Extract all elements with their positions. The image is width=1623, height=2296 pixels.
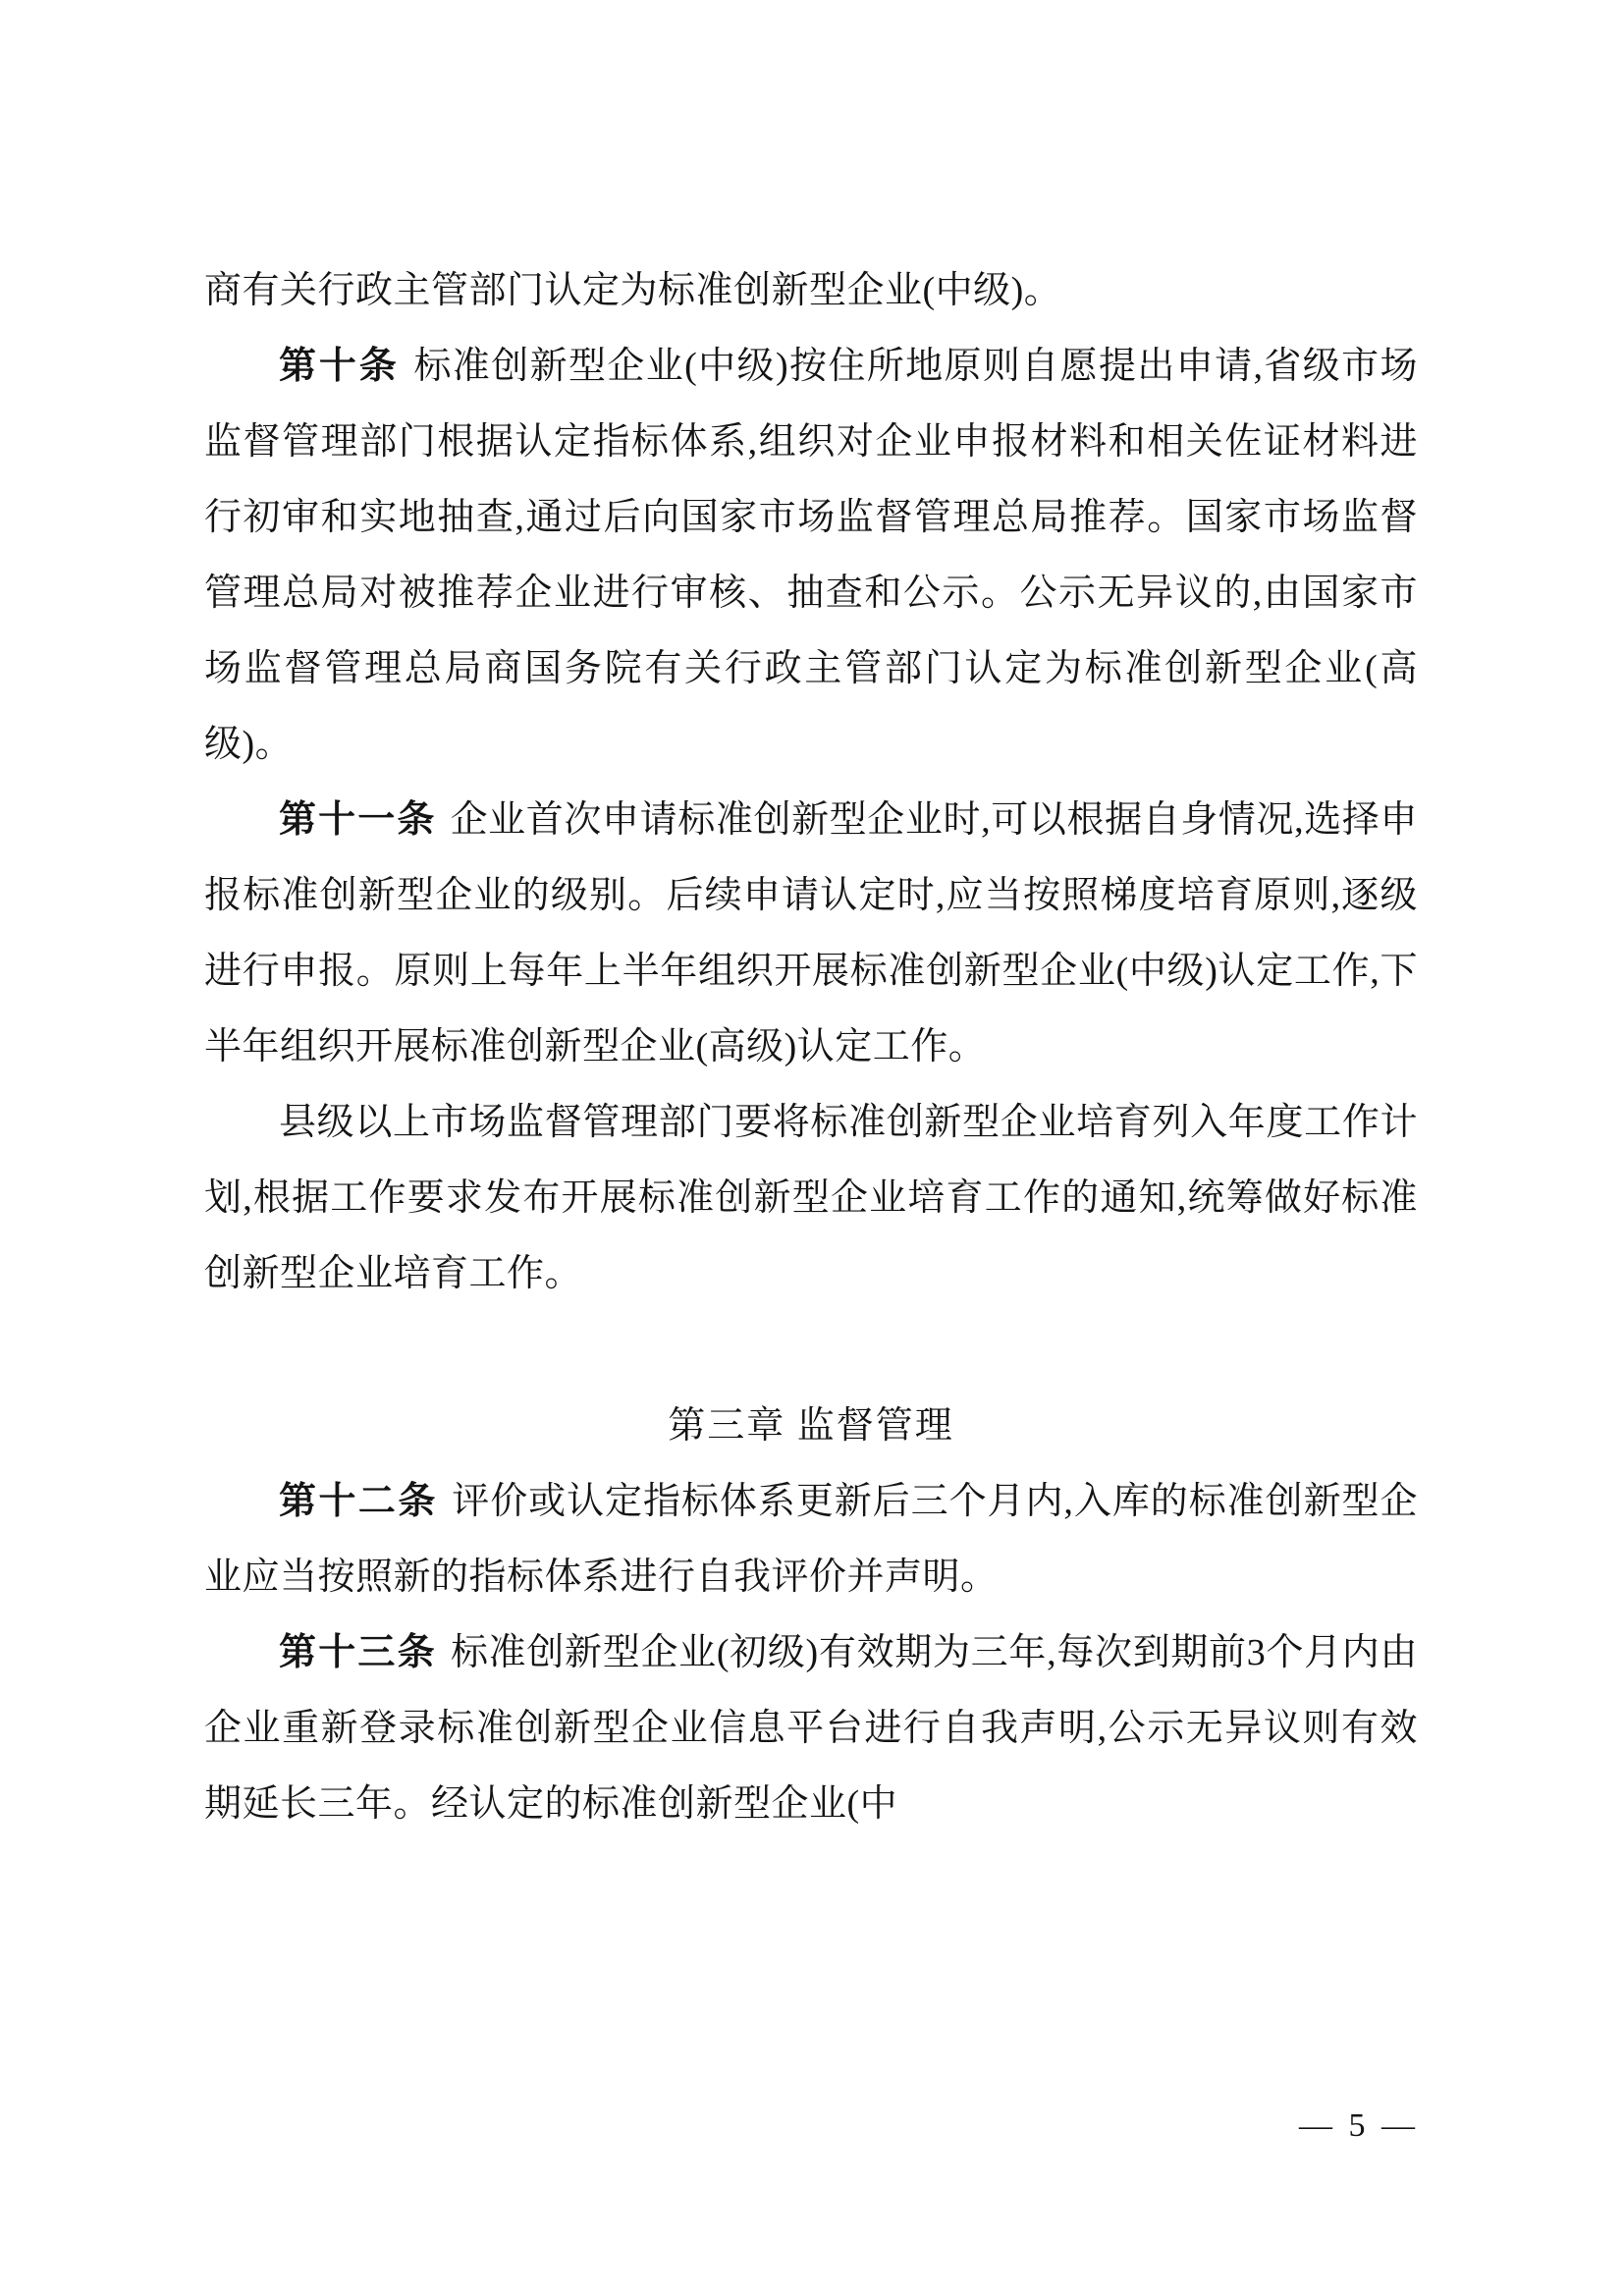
paragraph-text: 企业首次申请标准创新型企业时,可以根据自身情况,选择申报标准创新型企业的级别。后续申请认定时,应当按照梯度培育原则,逐级进行申报。原则上每年上半年组织开展标准创新型企业(中级)认定工作,下半年组织开展标准创新型企业(高级)认定工作。 [204,799,1418,1067]
page-number: — 5 — [1299,2107,1419,2144]
article-label-11: 第十一条 [279,799,437,841]
paragraph-text: 评价或认定指标体系更新后三个月内,入库的标准创新型企业应当按照新的指标体系进行自我评价并声明。 [204,1481,1418,1598]
page-content [204,253,1418,1842]
paragraph-continuation [204,253,1418,329]
article-label-10: 第十条 [279,346,400,387]
paragraph-article-11 [204,783,1418,1085]
section-spacer [204,1312,1418,1389]
paragraph-text: 商有关行政主管部门认定为标准创新型企业(中级)。 [204,270,1062,311]
paragraph-text: 标准创新型企业(初级)有效期为三年,每次到期前3个月内由企业重新登录标准创新型企业信息平台进行自我声明,公示无异议则有效期延长三年。经认定的标准创新型企业(中 [204,1632,1418,1825]
chapter-heading: 第三章 监督管理 [668,1405,954,1447]
paragraph-text: 标准创新型企业(中级)按住所地原则自愿提出申请,省级市场监督管理部门根据认定指标体系,组织对企业申报材料和相关佐证材料进行初审和实地抽查,通过后向国家市场监督管理总局推荐。国家市场监督管理总局对被推荐企业进行审核、抽查和公示。公示无异议的,由国家市场监督管理总局商国务院有关行政主管部门认定为标准创新型企业(高级)。 [204,346,1418,765]
paragraph-article-10 [204,329,1418,783]
paragraph-article-13 [204,1615,1418,1842]
paragraph-article-12 [204,1464,1418,1615]
article-label-12: 第十二条 [279,1481,438,1522]
paragraph-text: 县级以上市场监督管理部门要将标准创新型企业培育列入年度工作计划,根据工作要求发布开展标准创新型企业培育工作的通知,统筹做好标准创新型企业培育工作。 [204,1102,1418,1294]
paragraph-county-level [204,1085,1418,1312]
article-label-13: 第十三条 [279,1632,437,1673]
